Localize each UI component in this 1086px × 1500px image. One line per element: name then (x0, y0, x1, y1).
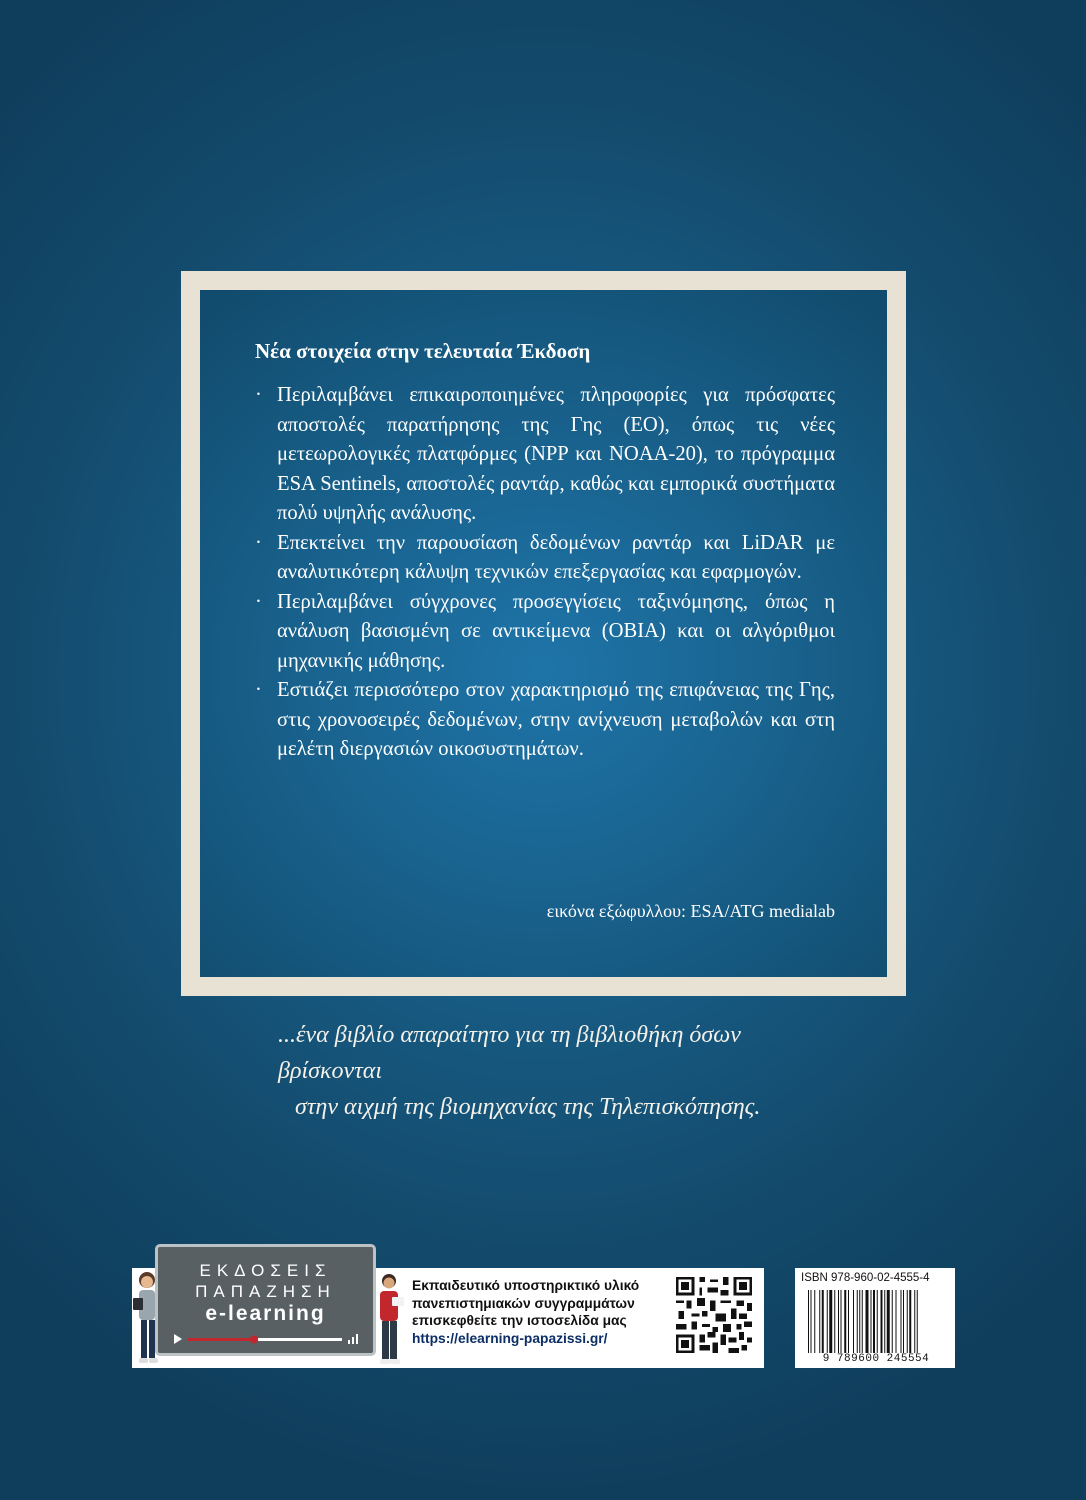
barcode-icon (808, 1290, 948, 1353)
logo-text-line-3: e-learning (205, 1302, 326, 1325)
elearning-promo-text: Εκπαιδευτικό υποστηρικτικό υλικό πανεπιστημιακών συγγραμμάτων επισκεφθείτε την ιστοσελίδα μας https://elearning-papazissi.gr/ (412, 1278, 640, 1346)
list-item: · Περιλαμβάνει επικαιροποιημένες πληροφορίες για πρόσφατες αποστολές παρατήρησης της Γης (EO), όπως τις νέες μετεωρολογικές πλατφόρμες (NPP και NOAA-20), το πρόγραμμα ESA Sentinels, αποστολές ραντάρ, καθώς και εμπορικά συστήματα πολύ υψηλής ανάλυσης. (255, 381, 835, 529)
tagline-line-2: στην αιχμή της βιομηχανίας της Τηλεπισκόπησης. (295, 1094, 761, 1120)
media-player-bar-icon (172, 1333, 362, 1345)
cover-image-credit: εικόνα εξώφυλλου: ESA/ATG medialab (546, 901, 835, 921)
list-item: · Επεκτείνει την παρουσίαση δεδομένων ραντάρ και LiDAR με αναλυτικότερη κάλυψη τεχνικών επεξεργασίας και εφαρμογών. (255, 529, 835, 588)
elearning-logo (155, 1244, 376, 1356)
bullet-icon: · (255, 679, 262, 701)
logo-text-line-2: ΠΑΠΑΖΗΣΗ (195, 1282, 336, 1301)
qr-code-icon[interactable] (676, 1277, 752, 1353)
elearning-link[interactable]: https://elearning-papazissi.gr/ (412, 1330, 608, 1346)
isbn-label: ISBN 978-960-02-4555-4 (801, 1272, 930, 1284)
bullet-icon: · (255, 590, 262, 613)
logo-text-line-1: ΕΚΔΟΣΕΙΣ (199, 1261, 332, 1280)
bullet-icon: · (255, 531, 262, 554)
list-item: · Περιλαμβάνει σύγχρονες προσεγγίσεις ταξινόμησης, όπως η ανάλυση βασισμένη σε αντικείμενα (OBIA) και οι αλγόριθμοι μηχανικής μάθησης. (255, 588, 835, 677)
feature-list (255, 381, 835, 765)
tagline-line-1: ...ένα βιβλίο απαραίτητο για τη βιβλιοθήκη όσων βρίσκονται (278, 1022, 741, 1084)
tagline (278, 1017, 838, 1125)
list-item: · Εστιάζει περισσότερο στον χαρακτηρισμό της επιφάνειας της Γης, στις χρονοσειρές δεδομένων, στην ανίχνευση μεταβολών και στη μελέτη διεργασιών οικοσυστημάτων. (255, 676, 835, 765)
bullet-icon: · (255, 384, 262, 406)
man-with-book-icon (372, 1272, 408, 1368)
barcode-digits: 9 789600 245554 (822, 1353, 930, 1365)
box-heading: Νέα στοιχεία στην τελευταία Έκδοση (255, 339, 591, 363)
